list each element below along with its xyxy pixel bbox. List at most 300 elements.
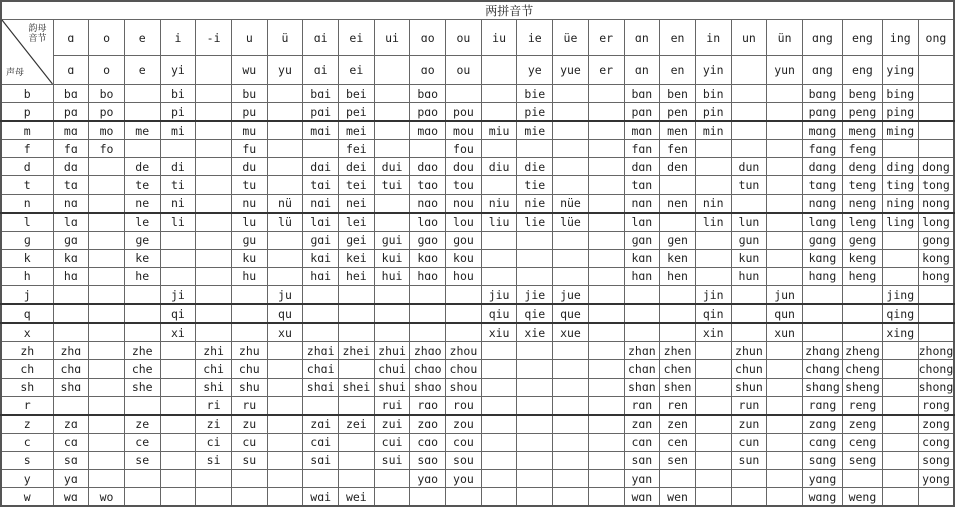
syllable-cell: bɑng (802, 85, 842, 103)
initial-cell: j (1, 286, 53, 305)
syllable-cell: pɑn (624, 103, 660, 122)
syllable-cell: zhɑo (410, 342, 446, 360)
syllable-cell: seng (842, 451, 882, 469)
syllable-cell (446, 488, 482, 507)
syllable-cell (481, 396, 517, 415)
syllable-cell (53, 286, 89, 305)
syllable-cell: ze (124, 415, 160, 434)
initial-row (1, 213, 954, 232)
syllable-cell: chun (731, 360, 767, 378)
syllable-cell: ji (160, 286, 196, 305)
syllable-cell: ri (196, 396, 232, 415)
syllable-cell: kɑn (624, 249, 660, 267)
syllable-cell: bɑ (53, 85, 89, 103)
syllable-cell: keng (842, 249, 882, 267)
syllable-cell: shɑi (303, 378, 339, 396)
syllable-cell (481, 469, 517, 487)
syllable-cell: cɑi (303, 433, 339, 451)
syllable-cell: cou (446, 433, 482, 451)
syllable-cell (124, 323, 160, 342)
syllable-cell: ɡen (660, 231, 696, 249)
syllable-cell (53, 323, 89, 342)
syllable-cell (196, 231, 232, 249)
syllable-cell (588, 396, 624, 415)
corner-label-yunmu: 韵母 (28, 24, 47, 34)
syllable-cell: nin (695, 194, 731, 213)
syllable-cell: ku (231, 249, 267, 267)
syllable-cell (446, 304, 482, 323)
syllable-cell (374, 286, 410, 305)
syllable-cell: zu (231, 415, 267, 434)
syllable-cell: rou (446, 396, 482, 415)
syllable-cell: zhui (374, 342, 410, 360)
syllable-cell (882, 231, 918, 249)
syllable-cell (802, 323, 842, 342)
syllable-cell: shi (196, 378, 232, 396)
syllable-cell: se (124, 451, 160, 469)
corner-header-cell (1, 20, 53, 85)
syllable-cell: qiu (481, 304, 517, 323)
syllable-cell: sun (731, 451, 767, 469)
syllable-cell (517, 342, 553, 360)
syllable-cell: kei (339, 249, 375, 267)
syllable-cell: pu (231, 103, 267, 122)
syllable-cell: chong (918, 360, 954, 378)
final-header: ɑi (303, 20, 339, 56)
syllable-cell: pɑ (53, 103, 89, 122)
syllable-cell (882, 488, 918, 507)
syllable-cell: wei (339, 488, 375, 507)
syllable-cell (660, 323, 696, 342)
syllable-cell: chɑo (410, 360, 446, 378)
syllable-cell (374, 469, 410, 487)
syllable-cell (196, 286, 232, 305)
syllable-cell: kun (731, 249, 767, 267)
syllable-cell: li (160, 213, 196, 232)
syllable-cell (267, 249, 303, 267)
syllable-cell (767, 267, 803, 285)
syllable-cell (481, 140, 517, 158)
syllable-cell (231, 304, 267, 323)
syllable-cell (410, 323, 446, 342)
syllable-cell (918, 140, 954, 158)
initial-row (1, 85, 954, 103)
syllable-cell: dɑ (53, 158, 89, 176)
syllable-cell (517, 396, 553, 415)
syllable-cell (695, 249, 731, 267)
syllable-cell: ɡɑn (624, 231, 660, 249)
syllable-cell: she (124, 378, 160, 396)
initial-row (1, 304, 954, 323)
syllable-cell (882, 433, 918, 451)
syllable-cell: heng (842, 267, 882, 285)
standalone-syllable-cell: e (124, 56, 160, 85)
syllable-cell (160, 469, 196, 487)
syllable-cell (196, 140, 232, 158)
syllable-cell: ru (231, 396, 267, 415)
syllable-cell (660, 213, 696, 232)
syllable-cell (267, 378, 303, 396)
syllable-cell (89, 249, 125, 267)
final-header: ui (374, 20, 410, 56)
syllable-cell (842, 304, 882, 323)
syllable-cell (588, 378, 624, 396)
syllable-cell: kɑ (53, 249, 89, 267)
syllable-cell (918, 286, 954, 305)
syllable-cell: pou (446, 103, 482, 122)
syllable-cell: xiu (481, 323, 517, 342)
syllable-cell: lie (517, 213, 553, 232)
syllable-cell (517, 415, 553, 434)
syllable-cell (481, 360, 517, 378)
syllable-cell (588, 342, 624, 360)
initial-row (1, 121, 954, 140)
syllable-cell: shɑ (53, 378, 89, 396)
syllable-cell (196, 323, 232, 342)
syllable-cell: diu (481, 158, 517, 176)
syllable-cell: bu (231, 85, 267, 103)
syllable-cell: mɑn (624, 121, 660, 140)
syllable-cell: ɡɑng (802, 231, 842, 249)
syllable-cell (660, 304, 696, 323)
syllable-cell (588, 488, 624, 507)
standalone-syllable-cell: yue (553, 56, 589, 85)
syllable-cell: shɑng (802, 378, 842, 396)
syllable-cell: bie (517, 85, 553, 103)
initial-cell: r (1, 396, 53, 415)
syllable-cell: ceng (842, 433, 882, 451)
syllable-cell: bei (339, 85, 375, 103)
syllable-cell: bi (160, 85, 196, 103)
syllable-cell: long (918, 213, 954, 232)
standalone-syllable-cell: en (660, 56, 696, 85)
syllable-cell (374, 121, 410, 140)
syllable-cell (695, 451, 731, 469)
standalone-syllable-cell: ying (882, 56, 918, 85)
syllable-cell: you (446, 469, 482, 487)
syllable-cell: cu (231, 433, 267, 451)
syllable-cell: fɑ (53, 140, 89, 158)
syllable-cell (588, 213, 624, 232)
initial-cell: w (1, 488, 53, 507)
syllable-cell (410, 488, 446, 507)
syllable-cell (588, 85, 624, 103)
syllable-cell: dong (918, 158, 954, 176)
syllable-cell (160, 267, 196, 285)
syllable-cell: nɑo (410, 194, 446, 213)
initial-cell: k (1, 249, 53, 267)
syllable-cell: zen (660, 415, 696, 434)
syllable-cell (767, 213, 803, 232)
syllable-cell (695, 415, 731, 434)
initial-cell: c (1, 433, 53, 451)
syllable-cell (731, 469, 767, 487)
syllable-cell (767, 415, 803, 434)
syllable-cell (624, 323, 660, 342)
syllable-cell (517, 360, 553, 378)
syllable-cell: lɑi (303, 213, 339, 232)
syllable-cell (588, 176, 624, 194)
syllable-cell (588, 121, 624, 140)
syllable-cell: tɑo (410, 176, 446, 194)
initial-cell: f (1, 140, 53, 158)
syllable-cell (267, 469, 303, 487)
syllable-cell: deng (842, 158, 882, 176)
syllable-cell: tun (731, 176, 767, 194)
syllable-cell: yɑ (53, 469, 89, 487)
syllable-cell (267, 488, 303, 507)
syllable-cell (339, 323, 375, 342)
initial-cell: zh (1, 342, 53, 360)
syllable-cell (89, 396, 125, 415)
syllable-cell (89, 378, 125, 396)
syllable-cell (303, 140, 339, 158)
syllable-cell: ming (882, 121, 918, 140)
syllable-cell: nu (231, 194, 267, 213)
syllable-cell: si (196, 451, 232, 469)
syllable-cell: cui (374, 433, 410, 451)
standalone-syllables-row (1, 56, 954, 85)
syllable-cell: ting (882, 176, 918, 194)
syllable-cell: zhou (446, 342, 482, 360)
syllable-cell: hong (918, 267, 954, 285)
syllable-cell: ni (160, 194, 196, 213)
syllable-cell (767, 378, 803, 396)
syllable-cell: ɡe (124, 231, 160, 249)
syllable-cell (624, 304, 660, 323)
syllable-cell (802, 286, 842, 305)
syllable-cell: yɑo (410, 469, 446, 487)
syllable-cell: jing (882, 286, 918, 305)
initial-row (1, 451, 954, 469)
syllable-cell (553, 231, 589, 249)
syllable-cell: zɑn (624, 415, 660, 434)
syllable-cell: ding (882, 158, 918, 176)
syllable-cell: jin (695, 286, 731, 305)
syllable-cell (882, 360, 918, 378)
syllable-cell (196, 267, 232, 285)
syllable-cell: peng (842, 103, 882, 122)
syllable-cell (53, 396, 89, 415)
syllable-cell: wo (89, 488, 125, 507)
syllable-cell: meng (842, 121, 882, 140)
syllable-cell: hen (660, 267, 696, 285)
syllable-cell: shou (446, 378, 482, 396)
syllable-cell: hɑn (624, 267, 660, 285)
initial-cell: ch (1, 360, 53, 378)
initial-cell: sh (1, 378, 53, 396)
final-header: en (660, 20, 696, 56)
standalone-syllable-cell (731, 56, 767, 85)
syllable-cell (588, 249, 624, 267)
syllable-cell: rɑo (410, 396, 446, 415)
syllable-cell (196, 249, 232, 267)
syllable-cell: su (231, 451, 267, 469)
syllable-cell (731, 85, 767, 103)
syllable-cell: lɑng (802, 213, 842, 232)
syllable-cell (660, 286, 696, 305)
syllable-cell: kɑo (410, 249, 446, 267)
syllable-cell: xin (695, 323, 731, 342)
syllable-cell: wɑi (303, 488, 339, 507)
syllable-cell: tou (446, 176, 482, 194)
syllable-cell (89, 433, 125, 451)
syllable-cell: jue (553, 286, 589, 305)
syllable-cell (124, 469, 160, 487)
syllable-cell: ɡɑ (53, 231, 89, 249)
syllable-cell: pei (339, 103, 375, 122)
syllable-cell (374, 304, 410, 323)
syllable-cell: nong (918, 194, 954, 213)
syllable-cell: nüe (553, 194, 589, 213)
syllable-cell (588, 286, 624, 305)
syllable-cell: tong (918, 176, 954, 194)
syllable-cell: lei (339, 213, 375, 232)
initial-cell: l (1, 213, 53, 232)
syllable-cell: yɑn (624, 469, 660, 487)
syllable-cell (660, 469, 696, 487)
syllable-cell: wɑn (624, 488, 660, 507)
syllable-cell: wɑ (53, 488, 89, 507)
syllable-cell: chɑi (303, 360, 339, 378)
syllable-cell: zi (196, 415, 232, 434)
syllable-cell: mu (231, 121, 267, 140)
syllable-cell: zei (339, 415, 375, 434)
syllable-cell: hou (446, 267, 482, 285)
syllable-cell: ben (660, 85, 696, 103)
initial-row (1, 415, 954, 434)
final-header: iu (481, 20, 517, 56)
standalone-syllable-cell: ye (517, 56, 553, 85)
final-header: ie (517, 20, 553, 56)
finals-header-row (1, 20, 954, 56)
syllable-cell: chou (446, 360, 482, 378)
syllable-cell (553, 488, 589, 507)
syllable-cell: ci (196, 433, 232, 451)
syllable-cell: sɑi (303, 451, 339, 469)
syllable-cell (410, 286, 446, 305)
syllable-cell: pie (517, 103, 553, 122)
syllable-cell (124, 140, 160, 158)
final-header: e (124, 20, 160, 56)
syllable-cell (160, 433, 196, 451)
syllable-cell: run (731, 396, 767, 415)
syllable-cell: chɑn (624, 360, 660, 378)
initial-row (1, 488, 954, 507)
syllable-cell: rɑn (624, 396, 660, 415)
syllable-cell: zhi (196, 342, 232, 360)
syllable-cell: fen (660, 140, 696, 158)
syllable-cell (89, 323, 125, 342)
syllable-cell: zɑng (802, 415, 842, 434)
syllable-cell: me (124, 121, 160, 140)
syllable-cell (374, 194, 410, 213)
syllable-cell (660, 176, 696, 194)
syllable-cell (481, 176, 517, 194)
syllable-cell (160, 396, 196, 415)
syllable-cell: ɡei (339, 231, 375, 249)
syllable-cell: lou (446, 213, 482, 232)
syllable-cell: sou (446, 451, 482, 469)
syllable-cell: bɑi (303, 85, 339, 103)
syllable-cell: ken (660, 249, 696, 267)
final-header: üe (553, 20, 589, 56)
standalone-syllable-cell: yin (695, 56, 731, 85)
syllable-cell: shu (231, 378, 267, 396)
syllable-cell: weng (842, 488, 882, 507)
syllable-cell (802, 304, 842, 323)
standalone-syllable-cell (196, 56, 232, 85)
syllable-cell (695, 231, 731, 249)
initial-cell: t (1, 176, 53, 194)
syllable-cell: neng (842, 194, 882, 213)
syllable-cell (882, 451, 918, 469)
syllable-cell (767, 176, 803, 194)
syllable-cell (731, 121, 767, 140)
syllable-cell: beng (842, 85, 882, 103)
syllable-cell (160, 415, 196, 434)
syllable-cell: shong (918, 378, 954, 396)
syllable-cell (918, 304, 954, 323)
syllable-cell: lin (695, 213, 731, 232)
initial-row (1, 267, 954, 285)
syllable-cell: kɑi (303, 249, 339, 267)
syllable-cell: min (695, 121, 731, 140)
syllable-cell (767, 140, 803, 158)
syllable-cell (882, 267, 918, 285)
final-header: ü (267, 20, 303, 56)
syllable-cell: cɑng (802, 433, 842, 451)
syllable-cell: kɑng (802, 249, 842, 267)
syllable-cell: le (124, 213, 160, 232)
syllable-cell: mi (160, 121, 196, 140)
syllable-cell (731, 103, 767, 122)
syllable-cell: zhu (231, 342, 267, 360)
syllable-cell (339, 360, 375, 378)
syllable-cell (267, 267, 303, 285)
syllable-cell: cɑ (53, 433, 89, 451)
syllable-cell: shɑn (624, 378, 660, 396)
final-header: ün (767, 20, 803, 56)
syllable-cell (731, 304, 767, 323)
syllable-cell (196, 194, 232, 213)
final-header: ɑng (802, 20, 842, 56)
standalone-syllable-cell (481, 56, 517, 85)
syllable-cell (882, 249, 918, 267)
syllable-cell (882, 396, 918, 415)
syllable-cell: mou (446, 121, 482, 140)
syllable-cell (160, 488, 196, 507)
syllable-cell: mɑo (410, 121, 446, 140)
syllable-cell (695, 267, 731, 285)
syllable-cell: pin (695, 103, 731, 122)
syllable-cell: shui (374, 378, 410, 396)
syllable-cell: po (89, 103, 125, 122)
syllable-cell: ju (267, 286, 303, 305)
syllable-cell (89, 158, 125, 176)
syllable-cell: xu (267, 323, 303, 342)
syllable-cell: dɑi (303, 158, 339, 176)
syllable-cell: dɑn (624, 158, 660, 176)
syllable-cell (767, 396, 803, 415)
syllable-cell: zui (374, 415, 410, 434)
syllable-cell: mo (89, 121, 125, 140)
final-header: u (231, 20, 267, 56)
syllable-cell (339, 451, 375, 469)
syllable-cell: wɑng (802, 488, 842, 507)
syllable-cell: zhɑn (624, 342, 660, 360)
syllable-cell: nɑ (53, 194, 89, 213)
